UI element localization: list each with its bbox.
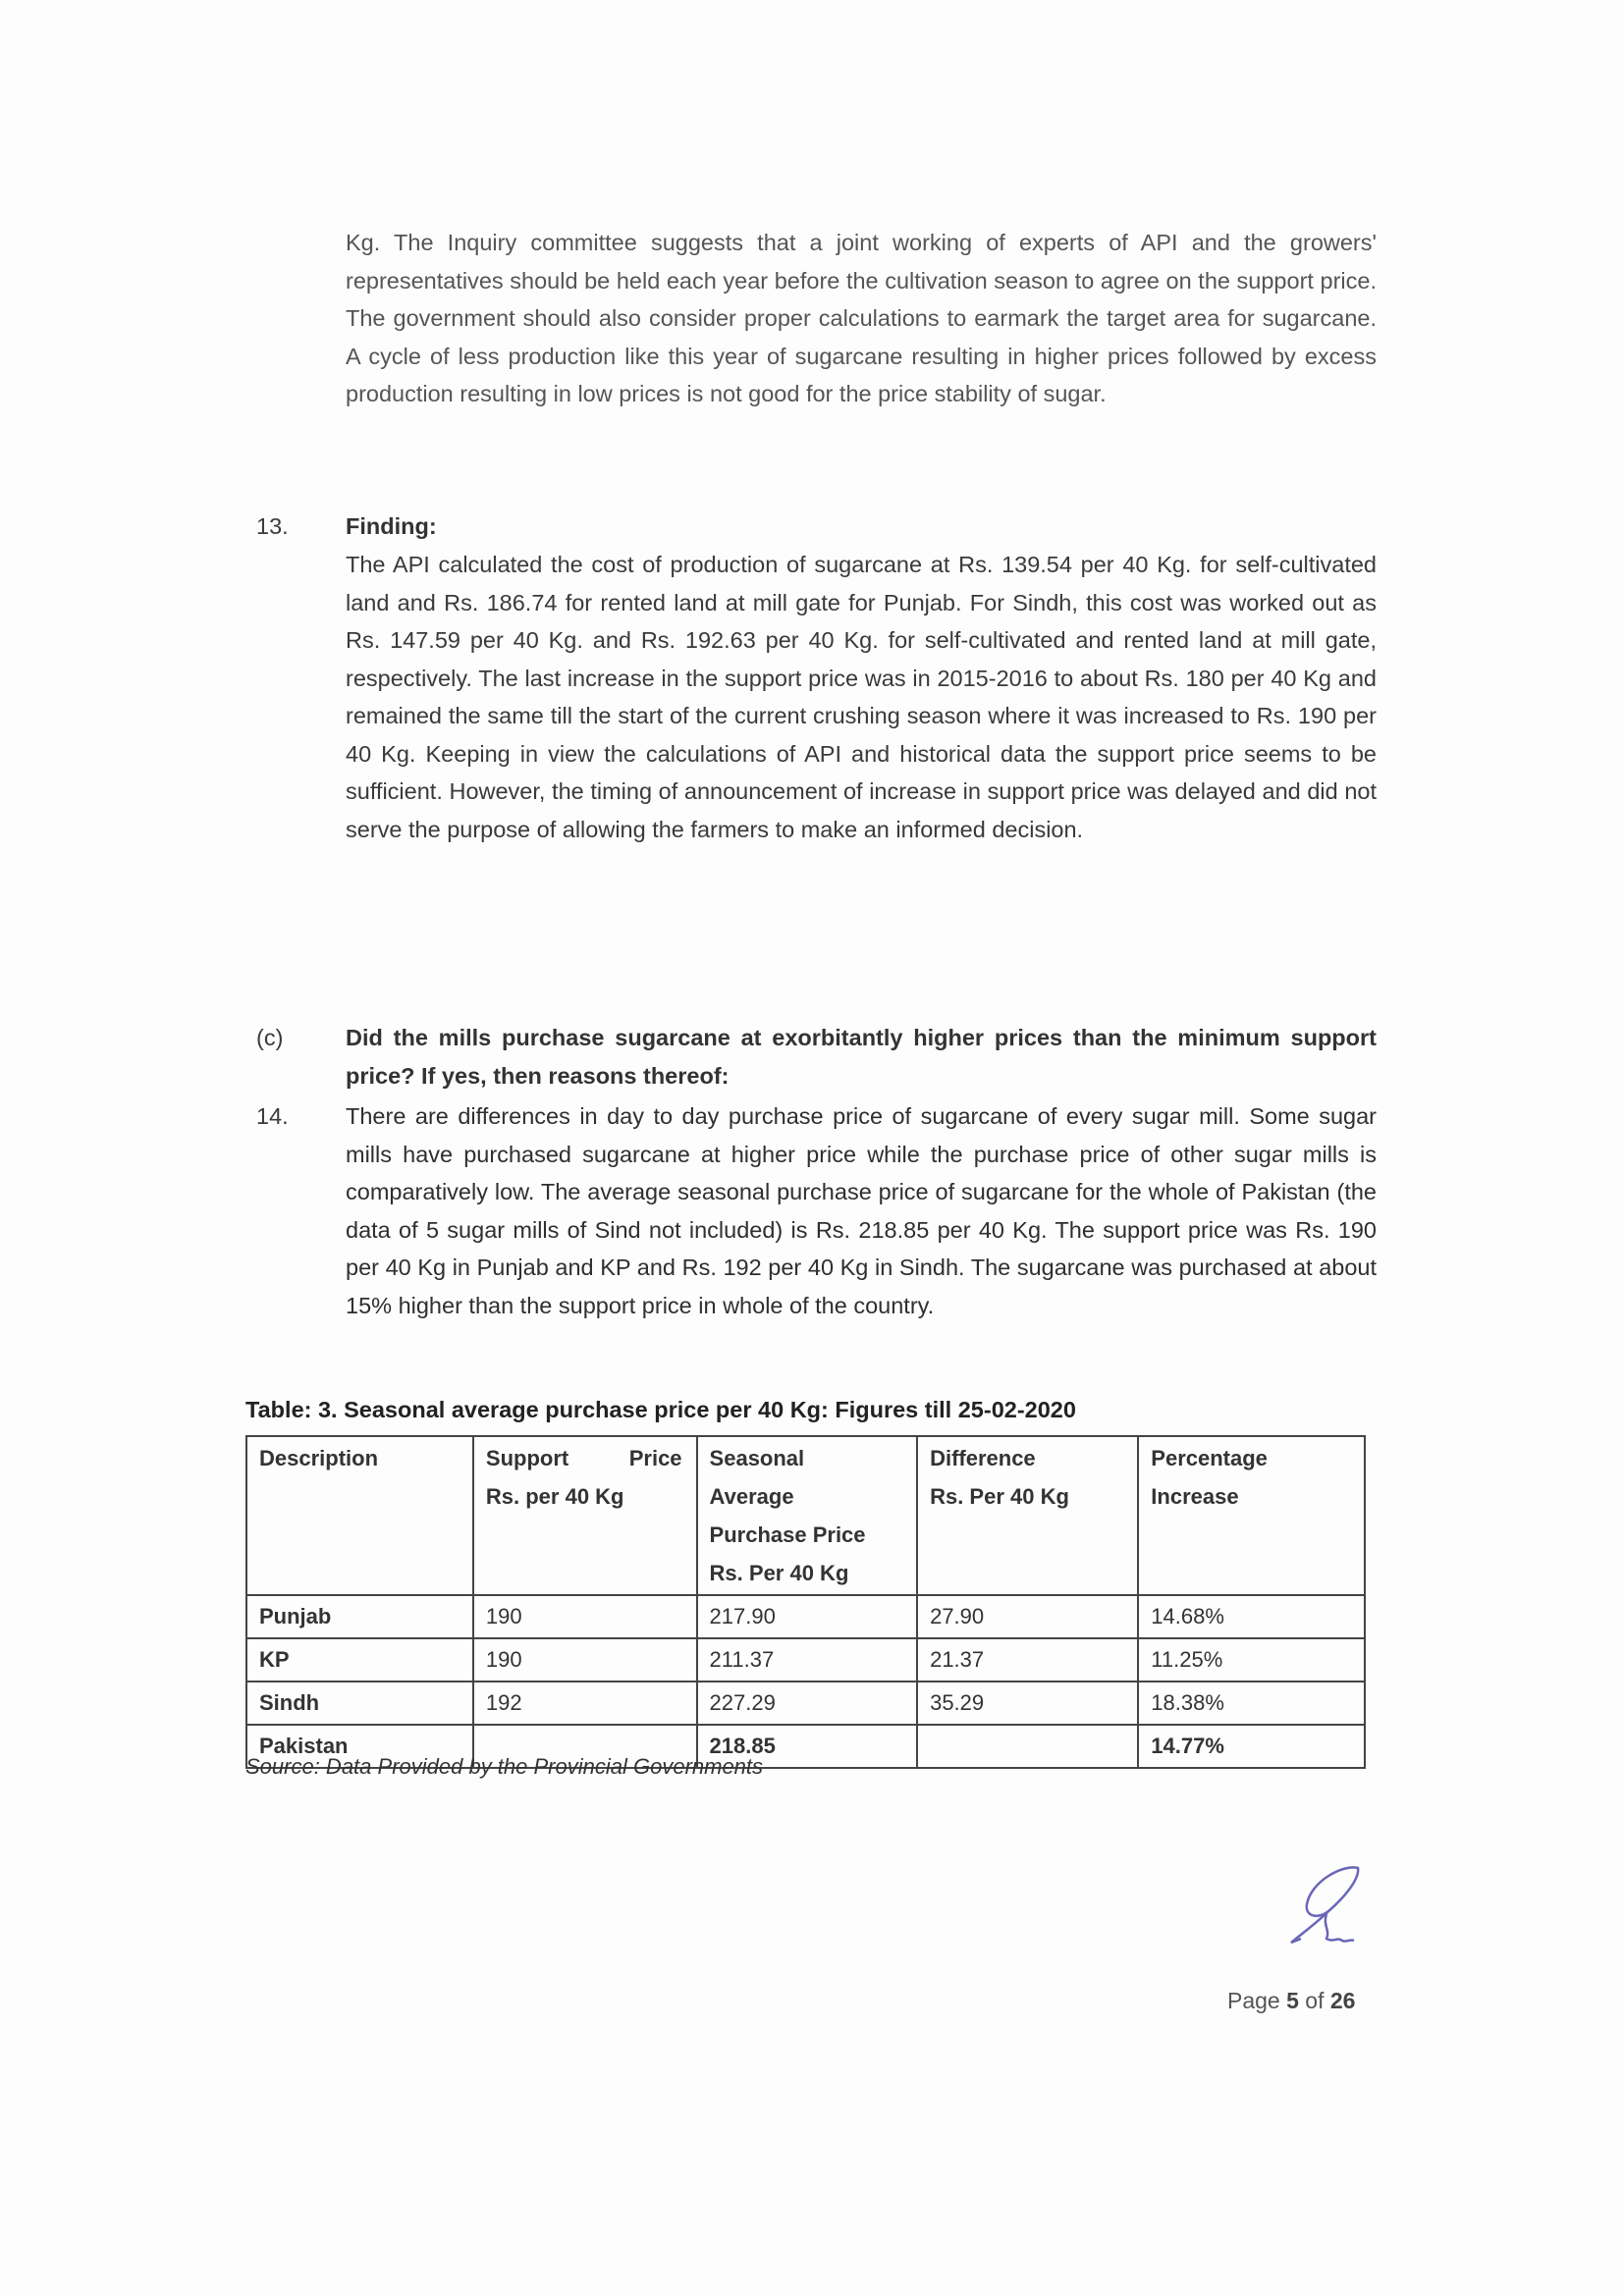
cell-description: Punjab bbox=[246, 1595, 473, 1638]
table-row bbox=[246, 1595, 1365, 1638]
table-caption: Table: 3. Seasonal average purchase price per 40 Kg: Figures till 25-02-2020 bbox=[245, 1397, 1076, 1422]
header-seasonal-line1: Seasonal bbox=[709, 1446, 805, 1470]
table-source-note: Source: Data Provided by the Provincial Governments bbox=[245, 1754, 764, 1779]
cell-percentage: 11.25% bbox=[1138, 1638, 1365, 1682]
header-description bbox=[246, 1436, 473, 1595]
section-13-heading: Finding: bbox=[346, 513, 437, 539]
cell-support-price: 192 bbox=[473, 1682, 697, 1725]
cell-difference: 35.29 bbox=[917, 1682, 1138, 1725]
cell-difference: 27.90 bbox=[917, 1595, 1138, 1638]
header-support-label-b: Price bbox=[628, 1446, 682, 1470]
header-percentage bbox=[1138, 1436, 1365, 1595]
header-percentage-line2: Increase bbox=[1151, 1484, 1239, 1509]
cell-support-price: 190 bbox=[473, 1595, 697, 1638]
cell-description: Pakistan bbox=[246, 1725, 473, 1768]
page-number bbox=[1227, 1988, 1355, 2014]
header-seasonal-line4: Rs. Per 40 Kg bbox=[709, 1561, 849, 1585]
section-14-number: 14. bbox=[256, 1103, 289, 1129]
section-13-number: 13. bbox=[256, 513, 289, 539]
page-number-prefix: Page bbox=[1227, 1988, 1287, 2013]
section-c-heading: Did the mills purchase sugarcane at exorbitantly higher prices than the minimum support price? If yes, then reasons thereof: bbox=[346, 1025, 1377, 1089]
header-difference bbox=[917, 1436, 1138, 1595]
purchase-price-table bbox=[245, 1435, 1366, 1769]
header-support-price bbox=[473, 1436, 697, 1595]
cell-seasonal-average: 227.29 bbox=[697, 1682, 918, 1725]
header-difference-line2: Rs. Per 40 Kg bbox=[930, 1484, 1069, 1509]
cell-description: KP bbox=[246, 1638, 473, 1682]
signature-icon bbox=[1281, 1860, 1380, 1958]
cell-support-price: 190 bbox=[473, 1638, 697, 1682]
section-13-body: The API calculated the cost of production of sugarcane at Rs. 139.54 per 40 Kg. for self-cultivated land and Rs. 186.74 for rented land at mill gate for Punjab. For Sindh, this cost was worked out as Rs. 147.59 per 40 Kg. and Rs. 192.63 per 40 Kg. for self-cultivated and rented land at mill gate, respectively. The last increase in the support price was in 2015-2016 to about Rs. 180 per 40 Kg and remained the same till the start of the current crushing season where it was increased to Rs. 190 per 40 Kg. Keeping in view the calculations of API and historical data the support price seems to be sufficient. However, the timing of announcement of increase in support price was delayed and did not serve the purpose of allowing the farmers to make an informed decision. bbox=[346, 552, 1377, 842]
table-header-row bbox=[246, 1436, 1365, 1595]
cell-description: Sindh bbox=[246, 1682, 473, 1725]
header-description-label: Description bbox=[259, 1446, 379, 1470]
table-row bbox=[246, 1682, 1365, 1725]
page-number-total: 26 bbox=[1329, 1988, 1356, 2013]
header-seasonal-line3: Purchase Price bbox=[709, 1522, 866, 1547]
table-row bbox=[246, 1638, 1365, 1682]
header-support-label-a: Support bbox=[485, 1446, 569, 1470]
page-number-of: of bbox=[1298, 1988, 1330, 2013]
header-difference-line1: Difference bbox=[930, 1446, 1036, 1470]
page-number-current: 5 bbox=[1286, 1988, 1299, 2013]
header-seasonal-line2: Average bbox=[709, 1484, 794, 1509]
cell-percentage: 14.77% bbox=[1138, 1725, 1365, 1768]
cell-percentage: 14.68% bbox=[1138, 1595, 1365, 1638]
cell-seasonal-average: 211.37 bbox=[697, 1638, 918, 1682]
section-c-label: (c) bbox=[256, 1025, 284, 1050]
header-support-unit: Rs. per 40 Kg bbox=[485, 1484, 624, 1509]
continuation-paragraph: Kg. The Inquiry committee suggests that a joint working of experts of API and the growers' representatives should be held each year before the cultivation season to agree on the support price. The government should also consider proper calculations to earmark the target area for sugarcane. A cycle of less production like this year of sugarcane resulting in higher prices followed by excess production resulting in low prices is not good for the price stability of sugar. bbox=[346, 230, 1377, 406]
cell-difference: 21.37 bbox=[917, 1638, 1138, 1682]
section-14-body: There are differences in day to day purchase price of sugarcane of every sugar mill. Some sugar mills have purchased sugarcane at higher price while the purchase price of other sugar mills is comparatively low. The average seasonal purchase price of sugarcane for the whole of Pakistan (the data of 5 sugar mills of Sind not included) is Rs. 218.85 per 40 Kg. The support price was Rs. 190 per 40 Kg in Punjab and KP and Rs. 192 per 40 Kg in Sindh. The sugarcane was purchased at about 15% higher than the support price in whole of the country. bbox=[346, 1103, 1377, 1318]
cell-difference bbox=[917, 1725, 1138, 1768]
cell-seasonal-average: 217.90 bbox=[697, 1595, 918, 1638]
header-percentage-line1: Percentage bbox=[1151, 1446, 1268, 1470]
header-seasonal-average bbox=[697, 1436, 918, 1595]
cell-seasonal-average: 218.85 bbox=[697, 1725, 918, 1768]
cell-percentage: 18.38% bbox=[1138, 1682, 1365, 1725]
